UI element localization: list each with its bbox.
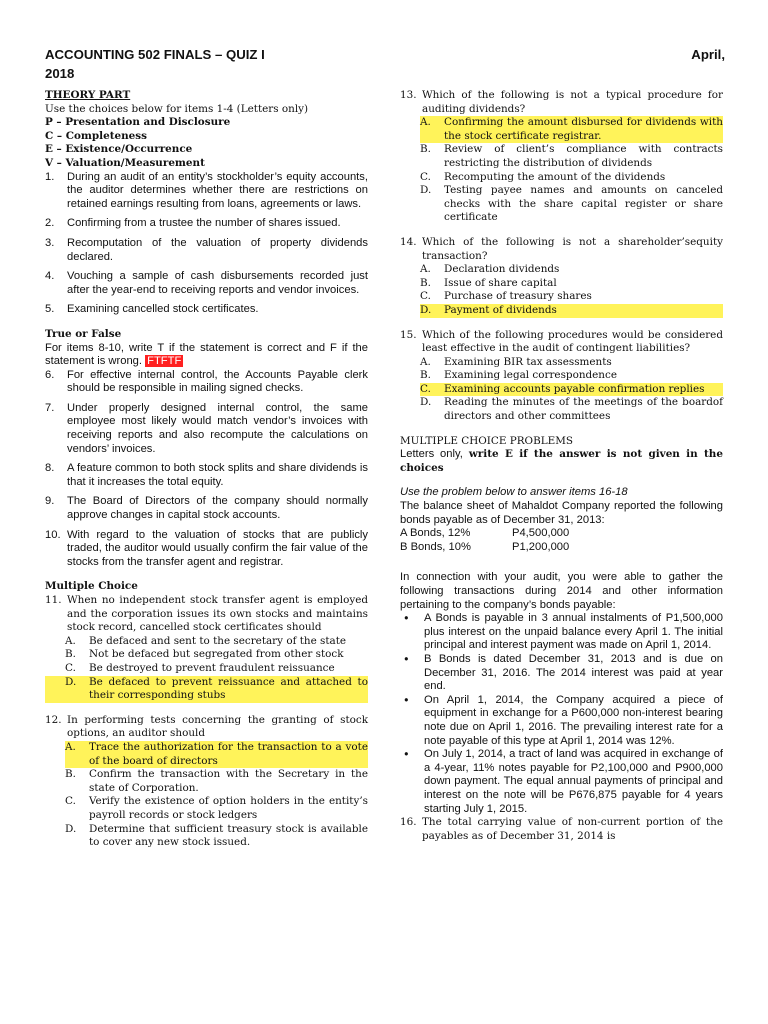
q13-option-d: D. Testing payee names and amounts on canceled checks with the share capital register or share certificate bbox=[420, 184, 723, 224]
mc-heading: Multiple Choice bbox=[45, 580, 138, 593]
question-15: 15. Which of the following procedures would be considered least effective in the audit of contingent liabilities? bbox=[400, 328, 723, 355]
question-13: 13. Which of the following is not a typical procedure for auditing dividends? bbox=[400, 89, 723, 115]
right-column bbox=[400, 89, 723, 843]
bullet-a-bonds: • A Bonds is payable in 3 annual instalments of P1,500,000 plus interest on the unpaid balance every April 1. The initial principal and interest payment was made on April 1, 2014. bbox=[403, 612, 723, 652]
q12-option-c: C. Verify the existence of option holders in the entity’s payroll records or stock ledgers bbox=[65, 795, 368, 821]
q11-option-d-highlighted: D. Be defaced to prevent reissuance and attached to their corresponding stubs bbox=[45, 676, 368, 703]
q15-option-a: A. Examining BIR tax assessments bbox=[420, 355, 612, 368]
bullet-b-bonds: • B Bonds is dated December 31, 2013 and is due on December 31, 2016. The 2014 interest was paid at year end. bbox=[403, 652, 723, 693]
tf-intro: For items 8-10, write T if the statement is correct and F if the statement is wrong. FTFTF bbox=[45, 341, 368, 368]
left-column bbox=[45, 89, 368, 850]
q15-option-d: D. Reading the minutes of the meetings of the boardof directors and other committees bbox=[420, 396, 723, 423]
case-title: Use the problem below to answer items 16-18 bbox=[400, 486, 628, 499]
q12-option-d: D. Determine that sufficient treasury stock is available to cover any new stock issued. bbox=[65, 822, 368, 849]
quiz-year: 2018 bbox=[45, 66, 75, 81]
case-text: The balance sheet of Mahaldot Company reported the following bonds payable as of December 31, 2013: bbox=[400, 500, 723, 526]
document-header bbox=[45, 45, 725, 83]
q11-option-a: A. Be defaced and sent to the secretary of the state bbox=[65, 634, 347, 647]
q13-option-c: C. Recomputing the amount of the dividends bbox=[420, 170, 666, 183]
question-5: 5. Examining cancelled stock certificates. bbox=[45, 303, 259, 316]
bullet-land-note: • On July 1, 2014, a tract of land was acquired in exchange of a 4-year, 11% notes payable for P2,100,000 and P900,000 down payment. The equal annual payments of principal and interest on the note will be P676,875 payable for 4 years starting July 1, 2015. bbox=[403, 748, 723, 815]
bond-row: A Bonds, 12% P4,500,000 bbox=[400, 527, 570, 540]
question-3: 3. Recomputation of the valuation of property dividends declared. bbox=[45, 236, 368, 263]
question-1: 1. During an audit of an entity’s stockholder’s equity accounts, the auditor determines whether there are restrictions on retained earnings resulting from loans, agreements or laws. bbox=[45, 170, 368, 210]
q14-option-a: A. Declaration dividends bbox=[420, 263, 560, 276]
q13-option-b: B. Review of client’s compliance with contracts restricting the distribution of dividends bbox=[420, 143, 723, 169]
connection-text: In connection with your audit, you were able to gather the following transactions during 2014 and other information pertaining to the company’s bonds payable: bbox=[400, 571, 723, 611]
q14-option-b: B. Issue of share capital bbox=[420, 276, 557, 289]
q14-option-d-highlighted: D. Payment of dividends bbox=[420, 304, 723, 318]
quiz-title: ACCOUNTING 502 FINALS – QUIZ I bbox=[45, 47, 265, 62]
bond-row: B Bonds, 10% P1,200,000 bbox=[400, 540, 570, 553]
problems-intro: Letters only, write E if the answer is not given in the choices bbox=[400, 448, 723, 474]
choice-c: C – Completeness bbox=[45, 129, 147, 142]
choice-v: V – Valuation/Measurement bbox=[45, 156, 205, 169]
q15-option-c-highlighted: C. Examining accounts payable confirmation replies bbox=[420, 383, 723, 397]
q11-option-c: C. Be destroyed to prevent fraudulent reissuance bbox=[65, 661, 335, 674]
q15-option-b: B. Examining legal correspondence bbox=[420, 369, 617, 382]
tf-answer-mark: FTFTF bbox=[147, 355, 182, 368]
question-4: 4. Vouching a sample of cash disbursements recorded just after the year-end to receiving reports and vendor invoices. bbox=[45, 270, 368, 296]
question-16: 16. The total carrying value of non-current portion of the payables as of December 31, 2014 is bbox=[400, 816, 723, 842]
question-2: 2. Confirming from a trustee the number of shares issued. bbox=[45, 217, 341, 230]
tf-heading: True or False bbox=[45, 327, 122, 340]
choice-e: E – Existence/Occurrence bbox=[45, 143, 193, 156]
question-14: 14. Which of the following is not a shareholder’sequity transaction? bbox=[400, 235, 723, 262]
question-9: 9. The Board of Directors of the company should normally approve changes in capital stock accounts. bbox=[45, 495, 368, 522]
quiz-date: April, bbox=[691, 47, 725, 62]
q12-option-b: B. Confirm the transaction with the Secretary in the state of Corporation. bbox=[65, 768, 368, 794]
question-6: 6. For effective internal control, the Accounts Payable clerk should be responsible in mailing signed checks. bbox=[45, 368, 368, 395]
q14-option-c: C. Purchase of treasury shares bbox=[420, 290, 592, 303]
question-11: 11. When no independent stock transfer agent is employed and the corporation issues its own stocks and maintains stock record, cancelled stock certificates should bbox=[45, 594, 368, 634]
question-7: 7. Under properly designed internal control, the same employee most likely would match vendor’s invoices with receiving reports and also recompute the calculations on vendors’ invoices. bbox=[45, 401, 368, 455]
q13-option-a-highlighted: A. Confirming the amount disbursed for dividends with the stock certificate registrar. bbox=[420, 116, 723, 142]
bonds-table bbox=[400, 527, 723, 554]
problems-heading: MULTIPLE CHOICE PROBLEMS bbox=[400, 434, 573, 447]
question-12: 12. In performing tests concerning the granting of stock options, an auditor should bbox=[45, 713, 368, 740]
theory-heading: THEORY PART bbox=[45, 89, 131, 101]
q11-option-b: B. Not be defaced but segregated from other stock bbox=[65, 648, 344, 661]
q12-option-a-highlighted: A. Trace the authorization for the transaction to a vote of the board of directors bbox=[65, 740, 368, 767]
choice-p: P – Presentation and Disclosure bbox=[45, 116, 231, 129]
question-8: 8. A feature common to both stock splits and share dividends is that it increases the total equity. bbox=[45, 462, 368, 488]
question-10: 10. With regard to the valuation of stocks that are publicly traded, the auditor would usually confirm the fair value of the stocks from the transfer agent and registrar. bbox=[45, 528, 368, 568]
bullet-equipment-note: • On April 1, 2014, the Company acquired a piece of equipment in exchange for a P600,000 non-interest bearing note due on April 1, 2016. The prevailing interest rate for a note payable of this type at April 1, 2014 was 12%. bbox=[403, 693, 723, 747]
theory-intro: Use the choices below for items 1-4 (Letters only) bbox=[45, 102, 309, 115]
